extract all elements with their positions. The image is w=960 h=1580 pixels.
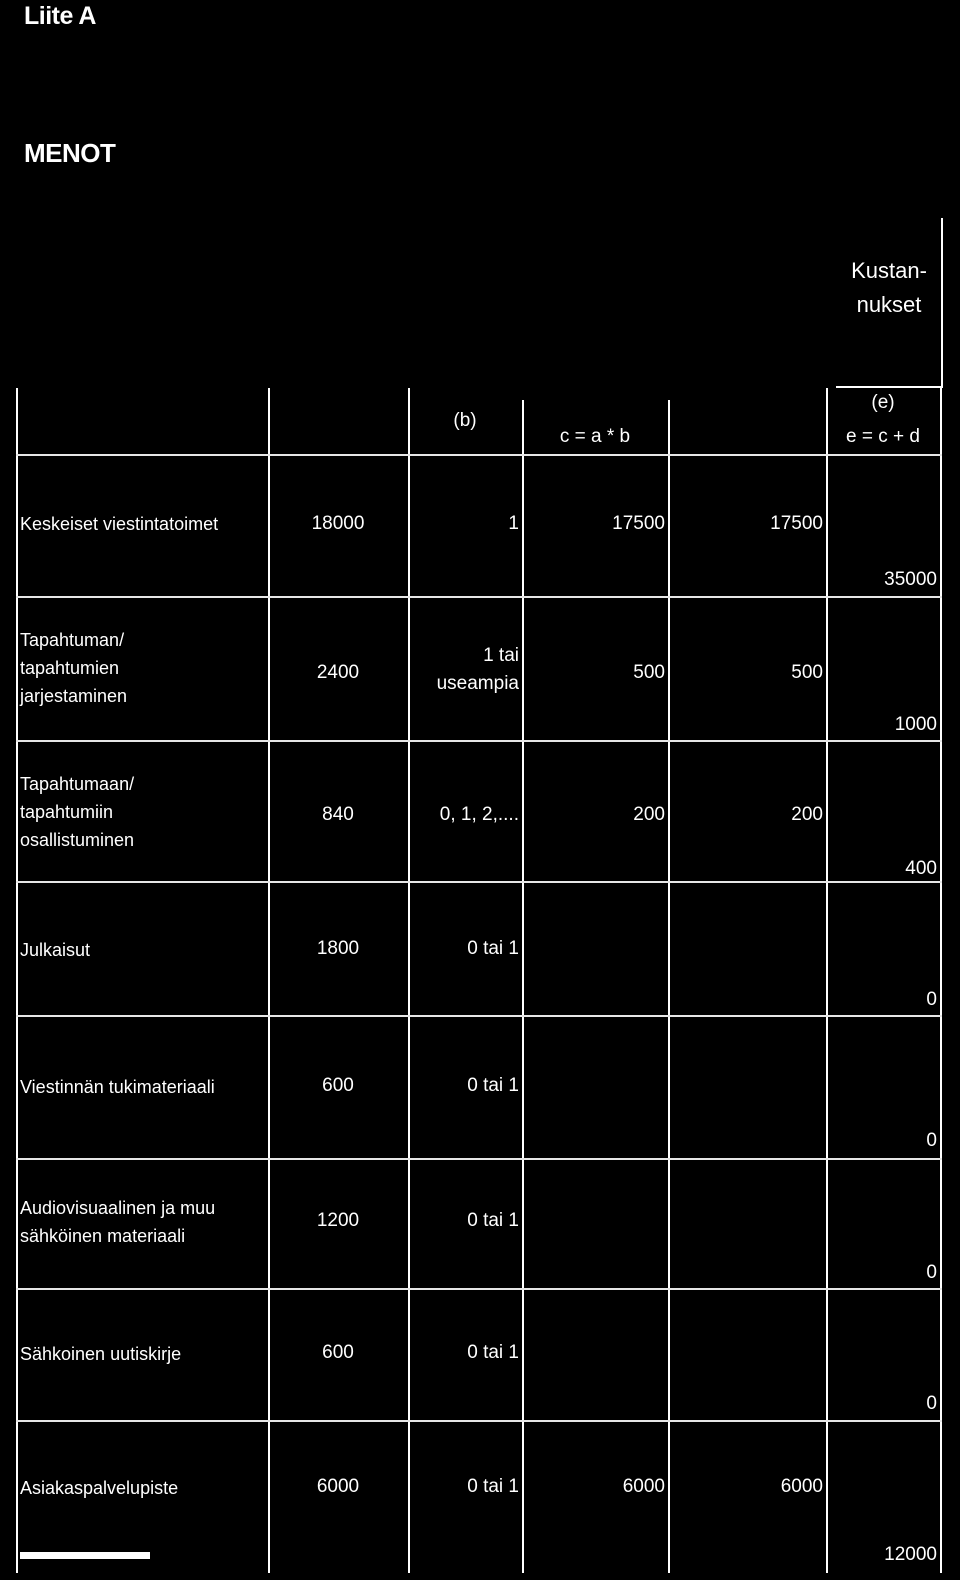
- grid-line: [16, 388, 18, 1573]
- cell-a: 1200: [316, 1210, 360, 1231]
- cost-header-line-2: nukset: [856, 292, 922, 317]
- cell-a: 2400: [316, 662, 360, 683]
- cell-e: 0: [926, 1393, 937, 1414]
- row-label: Keskeiset viestintatoimet: [20, 514, 219, 534]
- grid-line: [16, 1420, 942, 1422]
- grid-line: [16, 1288, 942, 1290]
- cell-c: 17500: [612, 513, 665, 534]
- cost-column-header: [836, 254, 942, 322]
- column-header-b: (b): [453, 410, 477, 431]
- row-label: Tapahtumaan/ tapahtumiin osallistuminen: [20, 774, 135, 850]
- cell-e: 12000: [884, 1544, 937, 1565]
- cell-c: 200: [633, 804, 665, 825]
- row-label: Audiovisuaalinen ja muu sähköinen materiaali: [20, 1198, 216, 1246]
- cell-c: 500: [633, 662, 665, 683]
- section-title: MENOT: [24, 138, 116, 168]
- row-label: Viestinnän tukimateriaali: [20, 1077, 215, 1097]
- cell-a: 600: [322, 1342, 354, 1363]
- grid-line: [16, 1158, 942, 1160]
- column-header-c: c = a * b: [559, 426, 631, 447]
- cell-b: 0 tai 1: [467, 1342, 519, 1363]
- grid-line: [16, 454, 942, 456]
- grid-line: [16, 596, 942, 598]
- cell-c: 6000: [622, 1476, 665, 1497]
- cell-a: 18000: [311, 513, 365, 534]
- cell-b: 0 tai 1: [467, 1210, 519, 1231]
- cell-e: 1000: [894, 714, 937, 735]
- cell-e: 400: [905, 858, 937, 879]
- cell-e: 35000: [884, 569, 937, 590]
- page-footer-rule: [20, 1552, 150, 1559]
- cell-d: 200: [791, 804, 823, 825]
- grid-line: [16, 740, 942, 742]
- costs-table: [16, 388, 944, 1573]
- grid-line: [16, 1015, 942, 1017]
- grid-line: [268, 388, 270, 1573]
- table-border: [941, 218, 943, 388]
- cell-b: 0 tai 1: [467, 938, 519, 959]
- cell-b: 0, 1, 2,....: [439, 804, 519, 825]
- column-header-e-label: (e): [871, 392, 895, 413]
- cell-e: 0: [926, 1130, 937, 1151]
- row-label: Sähkoinen uutiskirje: [20, 1344, 182, 1364]
- row-label: Julkaisut: [20, 940, 91, 960]
- cell-d: 17500: [770, 513, 823, 534]
- cell-e: 0: [926, 1262, 937, 1283]
- cell-b: 0 tai 1: [467, 1075, 519, 1096]
- grid-line: [668, 400, 670, 1573]
- cell-b: 1: [508, 513, 519, 534]
- column-header-e-formula: e = c + d: [846, 426, 920, 447]
- row-label: Asiakaspalvelupiste: [20, 1478, 179, 1498]
- cell-d: 500: [791, 662, 823, 683]
- cell-e: 0: [926, 989, 937, 1010]
- cell-d: 6000: [780, 1476, 823, 1497]
- cell-a: 840: [322, 804, 354, 825]
- cell-b: 1 tai useampia: [436, 645, 519, 694]
- grid-line: [940, 388, 942, 1573]
- grid-line: [408, 388, 410, 1573]
- grid-line: [16, 881, 942, 883]
- row-label: Tapahtuman/ tapahtumien jarjestaminen: [20, 630, 128, 706]
- cell-a: 6000: [316, 1476, 360, 1497]
- cell-a: 600: [322, 1075, 354, 1096]
- cell-b: 0 tai 1: [467, 1476, 519, 1497]
- grid-line: [522, 400, 524, 1573]
- cost-header-line-1: Kustan-: [851, 258, 927, 283]
- page-title: Liite A: [24, 2, 96, 30]
- cell-a: 1800: [316, 938, 360, 959]
